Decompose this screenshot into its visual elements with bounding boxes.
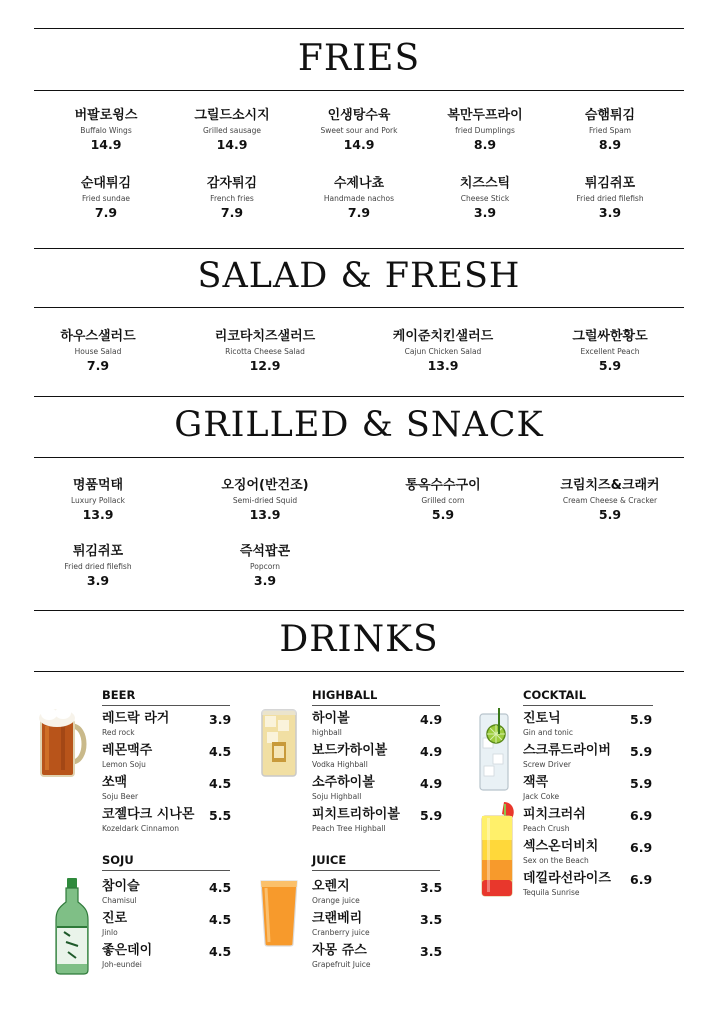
item-name: 순대튀김 (80, 176, 132, 191)
drink-price: 4.5 (209, 744, 232, 759)
menu-item (415, 108, 555, 153)
drink-price: 4.9 (420, 712, 443, 727)
drink-name: 섹스온더비치 (523, 839, 599, 854)
menu-item (415, 176, 555, 221)
cocktail-heading: COCKTAIL (523, 688, 587, 702)
divider (34, 396, 684, 397)
menu-item (195, 478, 335, 523)
menu-item (540, 108, 680, 153)
item-name: 튀김쥐포 (72, 544, 124, 559)
divider (34, 28, 684, 29)
drink-price: 4.5 (209, 776, 232, 791)
drink-english: Vodka Highball (312, 760, 368, 769)
drink-row (523, 775, 653, 803)
menu-item (36, 176, 176, 221)
drink-row (312, 807, 443, 835)
divider (34, 457, 684, 458)
item-english: Cheese Stick (460, 194, 510, 203)
orange-juice-icon (258, 878, 300, 948)
drink-name: 스크류드라이버 (523, 743, 611, 758)
menu-item (373, 478, 513, 523)
drink-row (102, 911, 230, 939)
item-price: 3.9 (253, 573, 277, 588)
item-english: Grilled corn (421, 496, 465, 505)
drink-english: Kozeldark Cinnamon (102, 824, 180, 833)
menu-item (162, 176, 302, 221)
item-name: 하우스샐러드 (60, 329, 136, 344)
menu-item (195, 329, 335, 374)
drink-english: Gin and tonic (523, 728, 574, 737)
drink-row (102, 711, 230, 739)
item-price: 14.9 (216, 137, 248, 152)
item-name: 리코타치즈샐러드 (214, 329, 316, 344)
item-english: Fried sundae (81, 194, 131, 203)
item-english: Semi-dried Squid (232, 496, 298, 505)
menu-item (28, 478, 168, 523)
menu-item (28, 544, 168, 589)
item-price: 3.9 (473, 205, 497, 220)
item-price: 5.9 (431, 507, 455, 522)
drink-row (523, 807, 653, 835)
item-english: Fried Spam (588, 126, 632, 135)
drink-name: 좋은데이 (102, 943, 153, 958)
divider (34, 90, 684, 91)
item-english: Excellent Peach (580, 347, 640, 356)
drink-price: 4.5 (209, 880, 232, 895)
drink-name: 하이볼 (312, 711, 350, 726)
drink-english: Peach Tree Highball (312, 824, 386, 833)
drink-english: Cranberry juice (312, 928, 370, 937)
menu-item (540, 329, 680, 374)
highball-glass-icon (258, 706, 300, 780)
item-english: Buffalo Wings (80, 126, 132, 135)
item-name: 오징어(반건조) (221, 478, 309, 493)
drink-name: 잭콕 (523, 775, 549, 790)
menu-item (289, 176, 429, 221)
item-name: 그럴싸한황도 (572, 329, 648, 344)
item-price: 3.9 (86, 573, 110, 588)
item-name: 슴햄튀김 (584, 108, 636, 123)
drink-price: 6.9 (630, 840, 653, 855)
drink-english: highball (312, 728, 342, 737)
item-name: 그릴드소시지 (194, 108, 270, 123)
drink-row (523, 711, 653, 739)
drink-price: 4.5 (209, 944, 232, 959)
soju-heading: SOJU (102, 853, 134, 867)
drink-price: 3.5 (420, 880, 443, 895)
item-name: 케이준치킨샐러드 (392, 329, 494, 344)
drink-price: 4.9 (420, 744, 443, 759)
heading-underline (102, 705, 230, 706)
cocktail-glass-icon (478, 800, 518, 898)
item-name: 튀김쥐포 (584, 176, 636, 191)
drink-english: Peach Crush (523, 824, 570, 833)
drink-row (102, 775, 230, 803)
beer-mug-icon (36, 704, 92, 780)
item-price: 5.9 (598, 358, 622, 373)
item-name: 감자튀김 (206, 176, 258, 191)
item-name: 버팔로윙스 (74, 108, 138, 123)
drink-price: 6.9 (630, 808, 653, 823)
menu-item (540, 176, 680, 221)
drink-row (312, 743, 443, 771)
item-english: French fries (210, 194, 254, 203)
section-title-fries: FRIES (297, 38, 421, 79)
heading-underline (102, 870, 230, 871)
drink-row (312, 879, 443, 907)
drink-english: Lemon Soju (102, 760, 146, 769)
item-english: Cajun Chicken Salad (404, 347, 482, 356)
item-english: Ricotta Cheese Salad (225, 347, 305, 356)
section-title-salad: SALAD & FRESH (197, 256, 521, 296)
drink-name: 참이슬 (102, 879, 140, 894)
drink-row (102, 879, 230, 907)
menu-item (373, 329, 513, 374)
item-name: 수제나쵸 (333, 176, 385, 191)
menu-item (28, 329, 168, 374)
item-price: 8.9 (598, 137, 622, 152)
item-name: 크림치즈&크래커 (560, 478, 660, 493)
drink-row (102, 743, 230, 771)
divider (34, 610, 684, 611)
item-price: 14.9 (343, 137, 375, 152)
drink-english: Soju Highball (312, 792, 362, 801)
heading-underline (312, 705, 440, 706)
heading-underline (523, 705, 653, 706)
drink-english: Jinlo (102, 928, 118, 937)
item-english: Fried dried filefish (64, 562, 132, 571)
drink-name: 쏘맥 (102, 775, 128, 790)
item-english: Handmade nachos (323, 194, 395, 203)
item-english: Luxury Pollack (71, 496, 125, 505)
drink-price: 5.9 (630, 712, 653, 727)
drink-price: 4.5 (209, 912, 232, 927)
item-price: 13.9 (249, 507, 281, 522)
section-title-drinks: DRINKS (279, 619, 439, 660)
item-price: 7.9 (86, 358, 110, 373)
divider (34, 248, 684, 249)
drink-price: 6.9 (630, 872, 653, 887)
drink-row (523, 839, 653, 867)
menu-item (162, 108, 302, 153)
drink-name: 피치트리하이볼 (312, 807, 400, 822)
item-english: Fried dried filefish (576, 194, 644, 203)
item-price: 8.9 (473, 137, 497, 152)
drink-english: Soju Beer (102, 792, 139, 801)
highball-heading: HIGHBALL (312, 688, 378, 702)
item-price: 13.9 (82, 507, 114, 522)
drink-name: 진로 (102, 911, 128, 926)
drink-name: 크랜베리 (312, 911, 363, 926)
drink-row (312, 775, 443, 803)
drink-name: 레몬맥주 (102, 743, 153, 758)
drink-name: 데낄라선라이즈 (523, 871, 611, 886)
item-name: 복만두프라이 (447, 108, 523, 123)
item-english: fried Dumplings (455, 126, 515, 135)
drink-english: Orange juice (312, 896, 360, 905)
drink-price: 3.5 (420, 912, 443, 927)
divider (34, 671, 684, 672)
drink-row (523, 743, 653, 771)
section-title-grilled: GRILLED & SNACK (174, 405, 544, 445)
item-name: 명품먹태 (72, 478, 124, 493)
menu-item (540, 478, 680, 523)
drink-row (102, 807, 230, 835)
item-price: 13.9 (427, 358, 459, 373)
drink-name: 자몽 쥬스 (312, 943, 367, 958)
item-name: 즉석팝콘 (239, 544, 291, 559)
drink-english: Sex on the Beach (523, 856, 589, 865)
drink-english: Screw Driver (523, 760, 572, 769)
item-price: 3.9 (598, 205, 622, 220)
drink-english: Tequila Sunrise (523, 888, 580, 897)
item-name: 인생탕수육 (327, 108, 391, 123)
item-price: 7.9 (347, 205, 371, 220)
menu-item (36, 108, 176, 153)
beer-heading: BEER (102, 688, 136, 702)
drink-price: 5.9 (630, 744, 653, 759)
drink-price: 5.9 (630, 776, 653, 791)
item-price: 7.9 (94, 205, 118, 220)
drink-row (102, 943, 230, 971)
drink-english: Jack Coke (523, 792, 560, 801)
drink-name: 피치크러쉬 (523, 807, 586, 822)
drink-name: 레드락 라거 (102, 711, 170, 726)
item-price: 5.9 (598, 507, 622, 522)
item-price: 12.9 (249, 358, 281, 373)
item-price: 7.9 (220, 205, 244, 220)
drink-english: Chamisul (102, 896, 137, 905)
drink-price: 4.9 (420, 776, 443, 791)
item-price: 14.9 (90, 137, 122, 152)
drink-name: 보드카하이볼 (312, 743, 388, 758)
drink-price: 5.5 (209, 808, 232, 823)
menu-item (195, 544, 335, 589)
drink-english: Joh-eundei (102, 960, 142, 969)
menu-item (289, 108, 429, 153)
gin-tonic-icon (476, 708, 512, 792)
drink-english: Red rock (102, 728, 135, 737)
drink-row (312, 943, 443, 971)
heading-underline (312, 870, 440, 871)
item-name: 통옥수수구이 (405, 478, 481, 493)
drink-row (312, 711, 443, 739)
drink-price: 3.5 (420, 944, 443, 959)
soju-bottle-icon (52, 876, 92, 976)
juice-heading: JUICE (312, 853, 347, 867)
item-english: Popcorn (249, 562, 281, 571)
drink-name: 코젤다크 시나몬 (102, 807, 195, 822)
drink-name: 소주하이볼 (312, 775, 375, 790)
item-english: Grilled sausage (202, 126, 262, 135)
drink-english: Grapefruit Juice (312, 960, 371, 969)
drink-row (523, 871, 653, 899)
drink-name: 오렌지 (312, 879, 350, 894)
drink-row (312, 911, 443, 939)
item-english: Cream Cheese & Cracker (562, 496, 658, 505)
item-english: House Salad (74, 347, 122, 356)
item-english: Sweet sour and Pork (320, 126, 398, 135)
divider (34, 307, 684, 308)
drink-name: 진토닉 (523, 711, 561, 726)
item-name: 치즈스틱 (459, 176, 511, 191)
drink-price: 3.9 (209, 712, 232, 727)
drink-price: 5.9 (420, 808, 443, 823)
